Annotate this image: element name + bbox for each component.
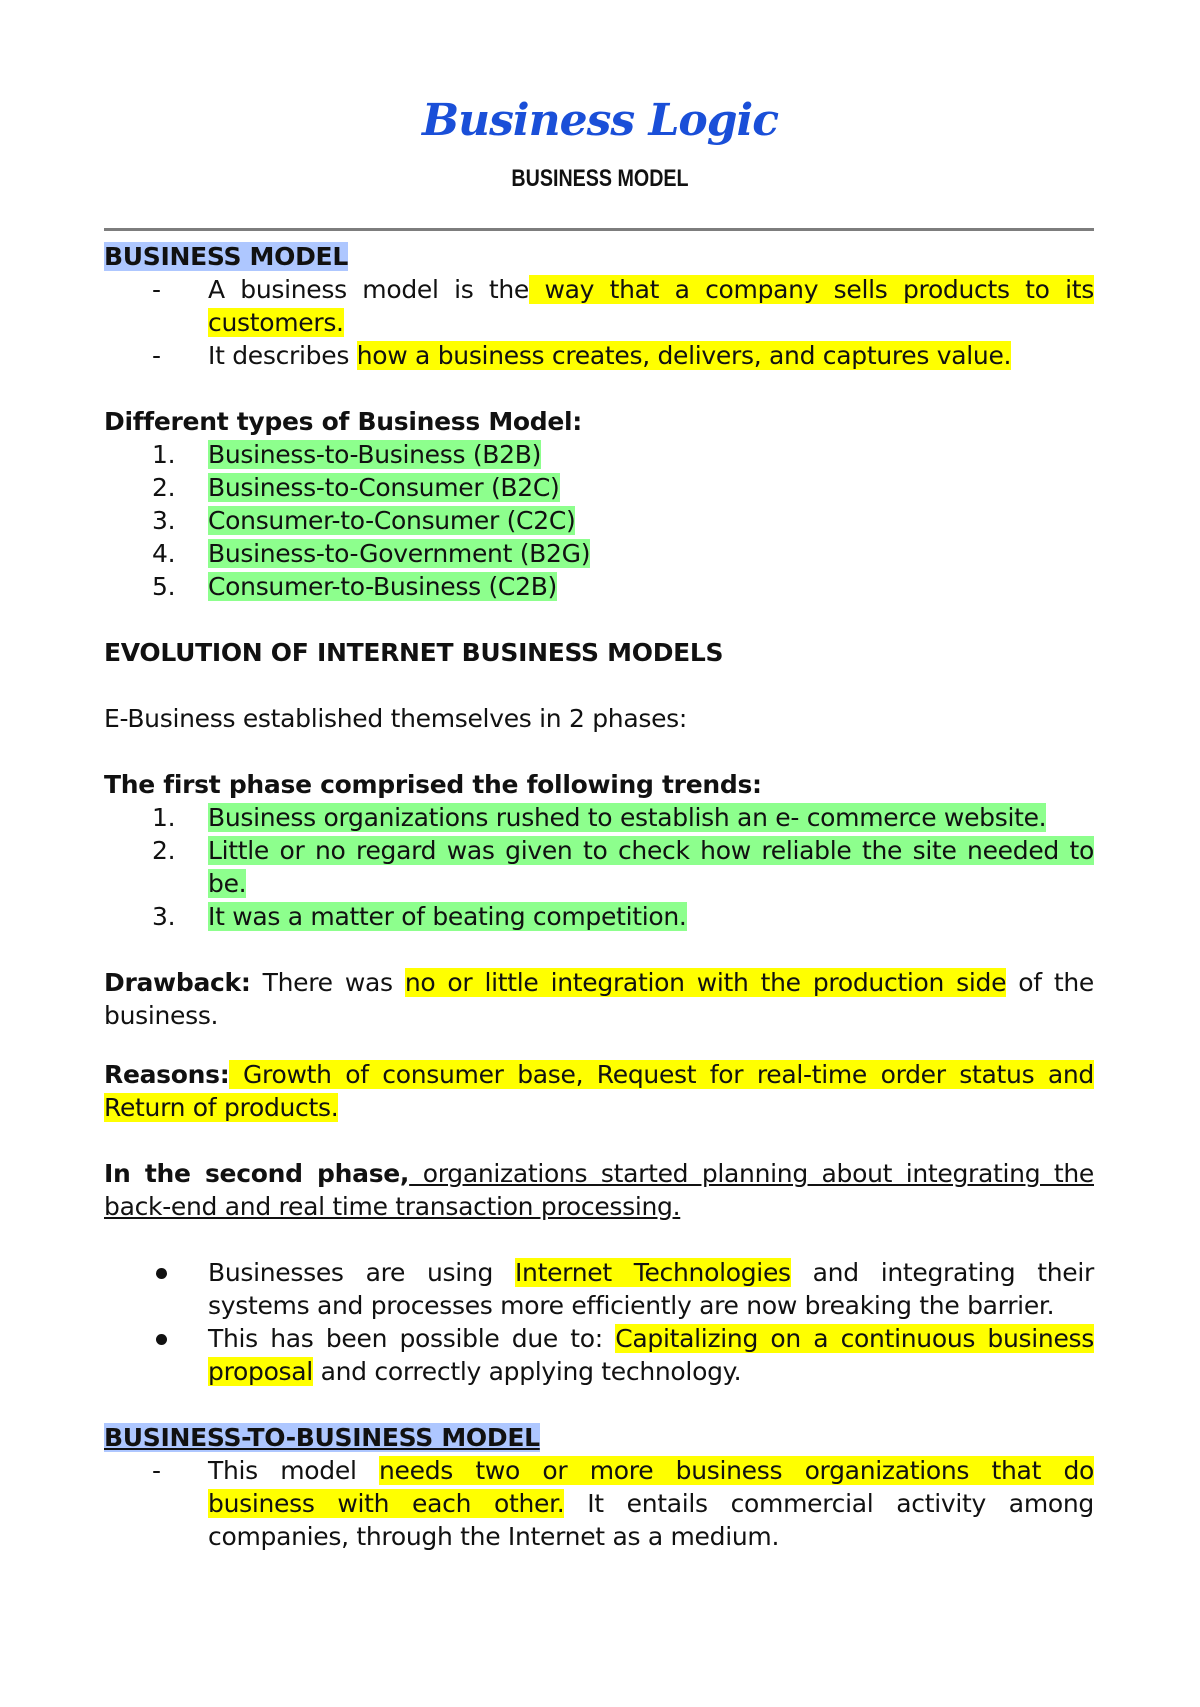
list-item: - A business model is the way that a company sells products to its customers. [152,275,1094,337]
bullet-icon [156,1268,167,1279]
section-heading: BUSINESS-TO-BUSINESS MODEL [104,1423,540,1452]
second-phase-paragraph: In the second phase, organizations started planning about integrating the [104,1159,1094,1188]
list-item: 1. Business organizations rushed to establish an e- commerce website. [152,803,1047,832]
list-item: 3. Consumer-to-Consumer (C2C) [152,506,576,535]
list-item: 2. Little or no regard was given to check how reliable the site needed to be. [152,836,1094,898]
list-item: - This model needs two or more business organizations that do business with each other. It entails commercial activity among companies, through the Internet as a medium. [152,1456,1095,1551]
drawback-paragraph: Drawback: There was no or little integration with the production side of the [104,968,1094,997]
section-heading: Different types of Business Model: [104,407,582,436]
document-subtitle: BUSINESS MODEL [511,165,689,192]
section-heading: EVOLUTION OF INTERNET BUSINESS MODELS [104,638,724,667]
reasons-paragraph: Reasons: Growth of consumer base, Request for real-time order status and [104,1060,1094,1089]
header-divider [104,228,1094,231]
document-body: BUSINESS MODEL - A business model is the way that a company sells products to its customers. - It describes how a business creates, delivers, and captures value. Different types of Business Model: 1. Business-to-Business (B2B) 2. Business-to-Consumer (B2C) 3. Consumer-to-Consumer (C2C) 4. Business-to-Government (B2G) 5. Consumer-to-Business (C2B) EVOLUTION OF INTERNET BUSINESS MODELS E-Business established themselves in 2 phases: The first phase comprised the following trends: 1. Business organizations rushed to establish an e- commerce website. 2. Little or no regard was given to check how reliable the site needed to be. 3. It was a matter of beating competition. Drawback: There was no or little integration with the production side of the business. Reasons: Growth of consumer base, Request for real-time order status and Return of products. In the second phase, organizations started planning about integrating the back-end and real time transaction processing. Businesses are using Internet Technologies and integrating their systems and processes more efficiently are now breaking the barrier. This has been possible due to: Capitalizing on a continuous business proposal and correctly applying technology. BUSINESS-TO-BUSINESS MODEL - This model needs two or more business organizations that do business with each other. It entails commercial activity among companies, through the Internet as a medium. [104,242,1095,1551]
bullet-item: Businesses are using Internet Technologies and integrating their systems and processes more efficiently are now breaking the barrier. [104,1256,1094,1322]
paragraph: E-Business established themselves in 2 phases: [104,704,688,733]
list-item: 2. Business-to-Consumer (B2C) [152,473,560,502]
section-heading: BUSINESS MODEL [104,242,348,271]
list-item: - It describes how a business creates, delivers, and captures value. [152,341,1012,370]
bullet-icon [156,1334,167,1345]
bullet-item: This has been possible due to: Capitalizing on a continuous business proposal and correctly applying technology. [104,1322,1094,1388]
section-heading: The first phase comprised the following trends: [104,770,762,799]
list-item: 3. It was a matter of beating competition. [152,902,687,931]
logo: Business Logic [421,95,779,146]
list-item: 1. Business-to-Business (B2B) [152,440,542,469]
list-item: 4. Business-to-Government (B2G) [152,539,591,568]
list-item: 5. Consumer-to-Business (C2B) [152,572,557,601]
